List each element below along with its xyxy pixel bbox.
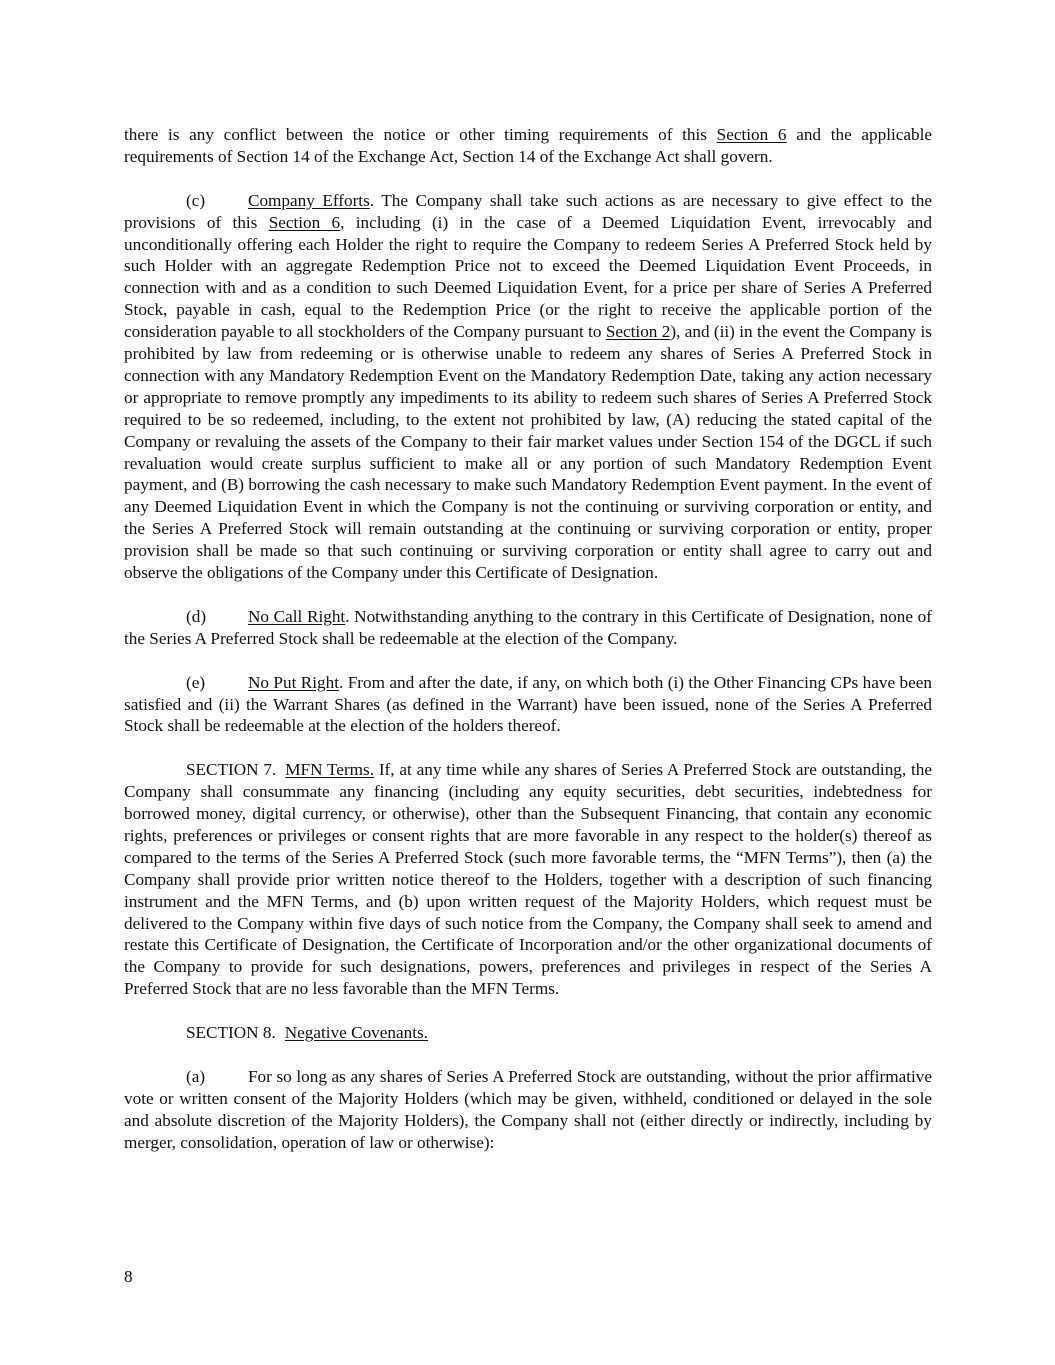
- text-run: ), and (ii) in the event the Company is prohibited by law from redeeming or is otherwise unable to redeem any shares of Series A Preferred Stock in connection with any Mandatory Redemption Event on the Mandatory Redemption Date, taking any action necessary or appropriate to remove promptly any impediments to its ability to redeem such shares of Series A Preferred Stock required to be so redeemed, including, to the extent not prohibited by law, (A) reducing the stated capital of the Company or revaluing the assets of the Company to their fair market values under Section 154 of the DGCL if such revaluation would create surplus sufficient to make all or any portion of such Mandatory Redemption Event payment, and (B) borrowing the cash necessary to make such Mandatory Redemption Event payment. In the event of any Deemed Liquidation Event in which the Company is not the continuing or surviving corporation or entity, and the Series A Preferred Stock will remain outstanding at the continuing or surviving corporation or entity, proper provision shall be made so that such continuing or surviving corporation or entity shall agree to carry out and observe the obligations of the Company under this Certificate of Designation.: [124, 322, 932, 583]
- section-label: SECTION 7.: [186, 760, 277, 780]
- section-reference: Section 2: [605, 322, 671, 342]
- paragraph-label: (e): [186, 672, 206, 692]
- paragraph-heading: No Put Right: [248, 672, 339, 692]
- section-7: [124, 759, 932, 1000]
- section-heading: Negative Covenants.: [284, 1023, 428, 1043]
- section-reference: Section 6: [716, 125, 787, 144]
- paragraph-c: [124, 190, 932, 584]
- paragraph-label: (c): [186, 190, 206, 210]
- text-run: , including (i) in the case of a Deemed Liquidation Event, irrevocably and unconditionally offering each Holder the right to require the Company to redeem Series A Preferred Stock held by such Holder with an aggregate Redemption Price not to exceed the Deemed Liquidation Event Proceeds, in connection with and as a condition to such Deemed Liquidation Event, for a price per share of Series A Preferred Stock, payable in cash, equal to the Redemption Price (or the right to receive the applicable portion of the consideration payable to all stockholders of the Company pursuant to: [124, 212, 932, 342]
- section-heading: MFN Terms.: [285, 760, 375, 780]
- paragraph-heading: Company Efforts: [248, 190, 370, 210]
- paragraph-label: (d): [186, 606, 207, 626]
- text-run: there is any conflict between the notice or other timing requirements of this: [124, 125, 717, 144]
- page-number: 8: [124, 1267, 133, 1286]
- text-run: If, at any time while any shares of Series A Preferred Stock are outstanding, the Company shall consummate any financing (including any equity securities, debt securities, indebtedness for borrowed money, digital currency, or otherwise), other than the Subsequent Financing, that contain any economic rights, preferences or privileges or consent rights that are more favorable in any respect to the holder(s) thereof as compared to the terms of the Series A Preferred Stock (such more favorable terms, the “MFN Terms”), then (a) the Company shall provide prior written notice thereof to the Holders, together with a description of such financing instrument and the MFN Terms, and (b) upon written request of the Majority Holders, which request must be delivered to the Company within five days of such notice from the Company, the Company shall seek to amend and restate this Certificate of Designation, the Certificate of Incorporation and/or the other organizational documents of the Company to provide for such designations, powers, preferences and privileges in respect of the Series A Preferred Stock that are no less favorable than the MFN Terms.: [124, 760, 932, 999]
- section-label: SECTION 8.: [186, 1023, 276, 1043]
- paragraph-d: [124, 606, 932, 650]
- section-8: [124, 1022, 932, 1044]
- document-page: [124, 124, 932, 1175]
- paragraph-intro: [124, 124, 932, 168]
- text-run: . Notwithstanding anything to the contrary in this Certificate of Designation, none of the Series A Preferred Stock shall be redeemable at the election of the Company.: [124, 606, 932, 648]
- paragraph-heading: No Call Right: [248, 606, 346, 626]
- section-reference: Section 6: [268, 212, 341, 232]
- text-run: and the applicable requirements of Section 14 of the Exchange Act, Section 14 of the Exchange Act shall govern.: [124, 125, 933, 166]
- text-run: . The Company shall take such actions as are necessary to give effect to the provisions of this: [124, 190, 932, 232]
- paragraph-e: [124, 672, 932, 738]
- text-run: . From and after the date, if any, on which both (i) the Other Financing CPs have been satisfied and (ii) the Warrant Shares (as defined in the Warrant) have been issued, none of the Series A Preferred Stock shall be redeemable at the election of the holders thereof.: [124, 672, 932, 736]
- paragraph-8a: [124, 1066, 932, 1154]
- text-run: For so long as any shares of Series A Preferred Stock are outstanding, without the prior affirmative vote or written consent of the Majority Holders (which may be given, withheld, conditioned or delayed in the sole and absolute discretion of the Majority Holders), the Company shall not (either directly or indirectly, including by merger, consolidation, operation of law or otherwise):: [124, 1066, 932, 1152]
- paragraph-label: (a): [186, 1066, 206, 1086]
